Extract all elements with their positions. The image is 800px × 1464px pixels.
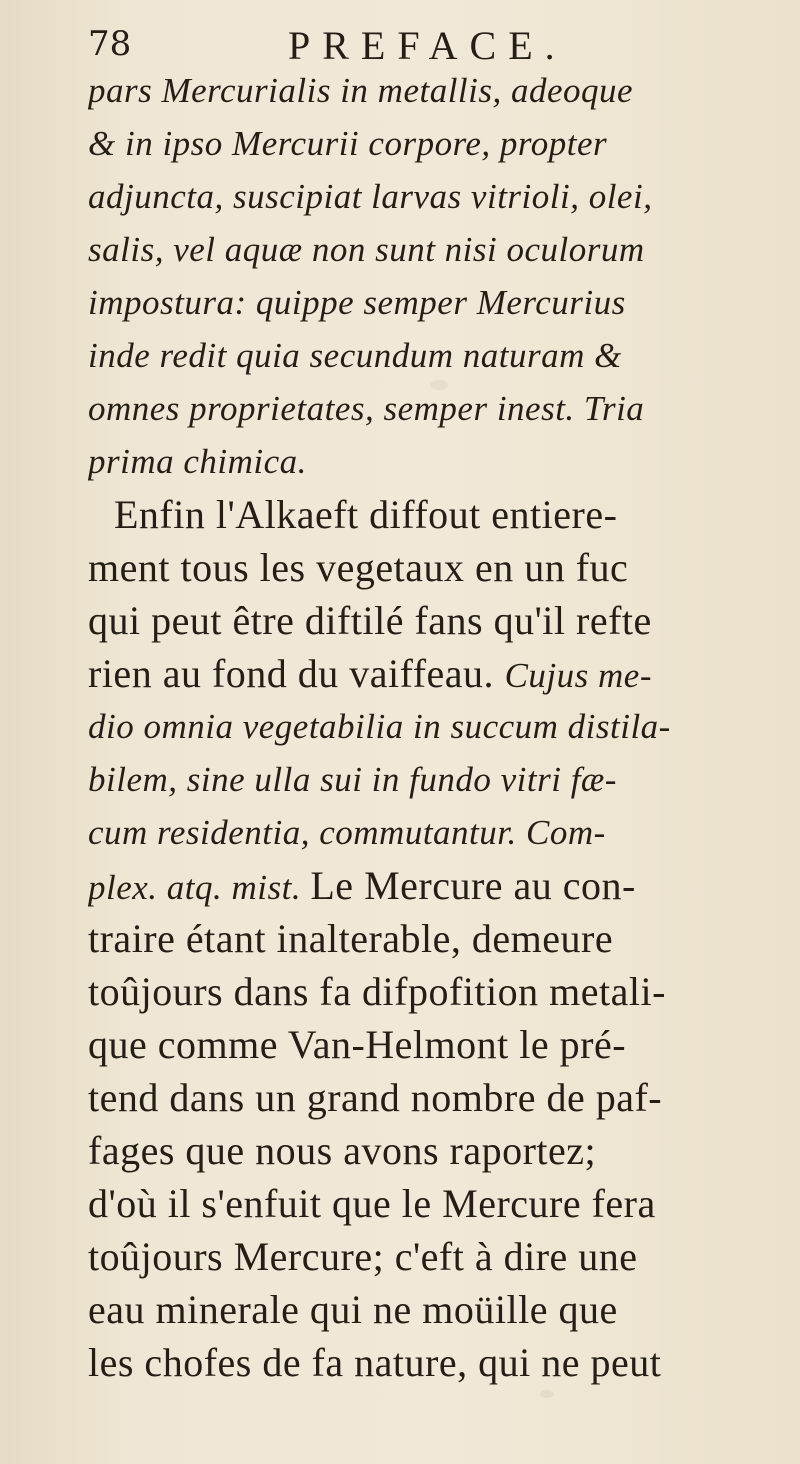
text-line: bilem, sine ulla sui in fundo vitri fæ- [88, 760, 617, 799]
text-line: toûjours dans fa difpofition metali- [88, 969, 666, 1014]
text-segment: plex. atq. mist. [88, 868, 311, 907]
text-line: traire étant inalterable, demeure [88, 916, 614, 961]
text-segment: Le Mercure au con- [310, 863, 636, 908]
text-line: pars Mercurialis in metallis, adeoque [88, 71, 634, 110]
text-line: ment tous les vegetaux en un fuc [88, 545, 629, 590]
paper-speck [540, 1390, 554, 1398]
text-line: impostura: quippe semper Mercurius [88, 283, 626, 322]
body-text [88, 64, 768, 1389]
text-line: cum residentia, commutantur. Com- [88, 813, 606, 852]
text-line: Enfin l'Alkaeft diffout entiere- [114, 492, 618, 537]
text-line: omnes proprietates, semper inest. Tria [88, 389, 645, 428]
text-line: prima chimica. [88, 442, 307, 481]
text-line [88, 859, 768, 912]
page-number: 78 [88, 24, 132, 64]
running-head: PREFACE. [288, 23, 567, 68]
text-line: les chofes de fa nature, qui ne peut [88, 1340, 662, 1385]
text-line: qui peut être diftilé fans qu'il refte [88, 598, 652, 643]
text-line: eau minerale qui ne moüille que [88, 1287, 618, 1332]
text-line: d'où il s'enfuit que le Mercure fera [88, 1181, 656, 1226]
text-line: que comme Van-Helmont le pré- [88, 1022, 627, 1067]
text-line: tend dans un grand nombre de paf- [88, 1075, 663, 1120]
text-segment: rien au fond du vaiffeau. [88, 651, 505, 696]
page-header [88, 18, 728, 68]
text-line: dio omnia vegetabilia in succum distila- [88, 707, 671, 746]
text-line: salis, vel aquæ non sunt nisi oculorum [88, 230, 645, 269]
text-line: adjuncta, suscipiat larvas vitrioli, olei, [88, 177, 653, 216]
text-line [88, 647, 768, 700]
text-line: inde redit quia secundum naturam & [88, 336, 622, 375]
text-line: & in ipso Mercurii corpore, propter [88, 124, 608, 163]
text-segment: Cujus me- [504, 656, 652, 695]
text-line: toûjours Mercure; c'eft à dire une [88, 1234, 638, 1279]
text-line: fages que nous avons raportez; [88, 1128, 597, 1173]
